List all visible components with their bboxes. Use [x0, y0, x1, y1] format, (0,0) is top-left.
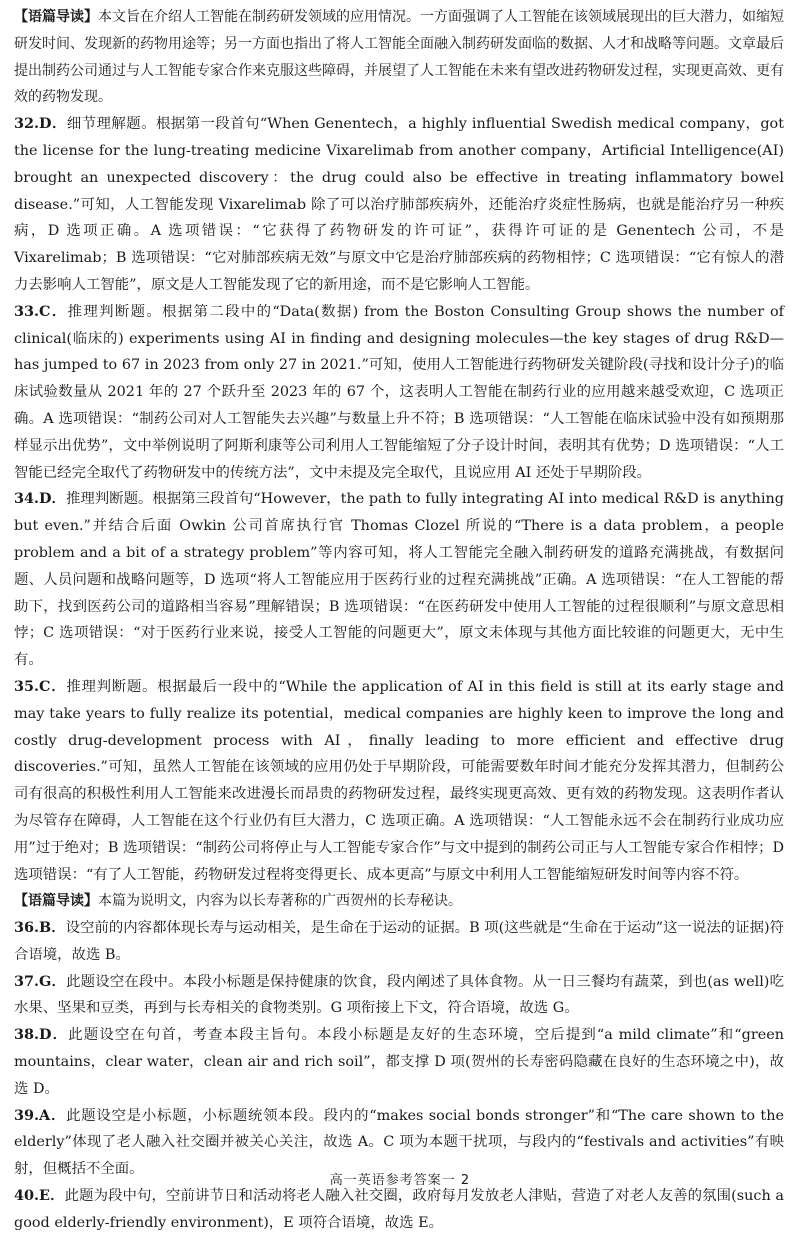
guide-tag: 【语篇导读】 — [14, 9, 98, 25]
answer-38 — [14, 1022, 784, 1102]
answer-explanation: 推理判断题。根据最后一段中的“While the application of AI in this field is still at its early stage and may take years to fully realize its potential，medical companies are highly keen to improve the long and costly drug-development process with AI，finally leading to more efficient and effective drug discoveries.”可知，虽然人工智能在该领域的应用仍处于早期阶段，可能需要数年时间才能充分发挥其潜力，但制药公司有很高的积极性利用人工智能来改进漫长而昂贵的药物研发过程，最终实现更高效、更有效的药物发现。这表明作者认为尽管存在障碍，人工智能在这个行业仍有巨大潜力，C 选项正确。A 选项错误：“人工智能永远不会在制药行业成功应用”过于绝对；B 选项错误：“制药公司将停止与人工智能专家合作”与文中提到的制药公司正与人工智能专家合作相悖；D 选项错误：“有了人工智能，药物研发过程将变得更长、成本更高”与原文中利用人工智能缩短研发时间等内容不符。 — [14, 678, 784, 883]
answer-number: 40.E． — [14, 1187, 65, 1205]
answer-number: 33.C． — [14, 302, 68, 320]
answer-number: 35.C． — [14, 677, 67, 695]
answer-explanation: 此题设空是小标题，小标题统领本段。段内的“makes social bonds stronger”和“The care shown to the elderly”体现了老人融入社交圈并被关心关注，故选 A。C 项为本题干扰项，与段内的“festivals and activities”有映射，但概括不全面。 — [14, 1107, 784, 1178]
answer-explanation: 此题设空在段中。本段小标题是保持健康的饮食，段内阐述了具体食物。从一日三餐均有蔬菜，到也(as well)吃水果、坚果和豆类，再到与长寿相关的食物类别。G 项衔接上下文，符合语境，故选 G。 — [14, 973, 785, 1017]
passage-guide-1 — [14, 4, 784, 111]
answer-36 — [14, 915, 784, 969]
passage-guide-2 — [14, 888, 784, 915]
answer-number: 32.D． — [14, 115, 67, 133]
answer-number: 37.G． — [14, 972, 67, 990]
page-footer: 高一英语参考答案一 2 — [329, 1173, 471, 1189]
answer-explanation: 设空前的内容都体现长寿与运动相关，是生命在于运动的证据。B 项(这些就是“生命在于运动”这一说法的证据)符合语境，故选 B。 — [14, 920, 784, 963]
guide-text: 本文旨在介绍人工智能在制药研发领域的应用情况。一方面强调了人工智能在该领域展现出的巨大潜力，如缩短研发时间、发现新的药物用途等；另一方面也指出了将人工智能全面融入制药研发面临的数据、人才和战略等问题。文章最后提出制药公司通过与人工智能专家合作来克服这些障碍，并展望了人工智能在未来有望改进药物研发过程，实现更高效、更有效的药物发现。 — [14, 9, 784, 106]
answer-number: 39.A． — [14, 1106, 67, 1124]
answer-number: 34.D． — [14, 490, 66, 508]
guide-text: 本篇为说明文，内容为以长寿著称的广西贺州的长寿秘诀。 — [98, 893, 462, 910]
answer-33 — [14, 299, 784, 487]
answer-explanation: 推理判断题。根据第三段首句“However，the path to fully integrating AI into medical R&D is anything but even.”并结合后面 Owkin 公司首席执行官 Thomas Clozel 所说的“There is a data problem，a people problem and a bit of a strategy problem”等内容可知，将人工智能完全融入制药研发的道路充满挑战，有数据问题、人员问题和战略问题等，D 选项“将人工智能应用于医药行业的过程充满挑战”正确。A 选项错误：“在人工智能的帮助下，找到医药公司的道路相当容易”理解错误；B 选项错误：“在医药研发中使用人工智能的过程很顺利”与原文意思相悖；C 选项错误：“对于医药行业来说，接受人工智能的问题更大”，原文未体现与其他方面比较谁的问题更大，无中生有。 — [14, 491, 785, 669]
answer-number: 38.D． — [14, 1026, 69, 1044]
answer-explanation: 此题为段中句，空前讲节日和活动将老人融入社交圈，政府每月发放老人津贴，营造了对老人友善的氛围(such a good elderly-friendly environment)，E 项符合语境，故选 E。 — [14, 1188, 784, 1231]
answer-35 — [14, 674, 784, 888]
answer-explanation: 推理判断题。根据第二段中的“Data(数据) from the Boston Consulting Group shows the number of clinical(临床的) experiments using AI in finding and designing molecules—the key stages of drug R&D—has jumped to 67 in 2023 from only 27 in 2021.”可知，使用人工智能进行药物研发关键阶段(寻找和设计分子)的临床试验数量从 2021 年的 27 个跃升至 2023 年的 67 个，这表明人工智能在制药行业的应用越来越受欢迎，C 选项正确。A 选项错误：“制药公司对人工智能失去兴趣”与数量上升不符；B 选项错误：“人工智能在临床试验中没有如预期那样显示出优势”，文中举例说明了阿斯利康等公司利用人工智能缩短了分子设计时间，表明其有优势；D 选项错误：“人工智能已经完全取代了药物研发中的传统方法”，文中未提及完全取代，且说应用 AI 还处于早期阶段。 — [14, 303, 785, 481]
guide-tag: 【语篇导读】 — [14, 893, 98, 910]
answer-32 — [14, 111, 784, 299]
answer-explanation: 此题设空在句首，考查本段主旨句。本段小标题是友好的生态环境，空后提到“a mild climate”和“green mountains，clear water，clean air and rich soil”，都支撑 D 项(贺州的长寿密码隐藏在良好的生态环境之中)，故选 D。 — [14, 1027, 785, 1097]
answer-37 — [14, 969, 784, 1023]
answer-explanation: 细节理解题。根据第一段首句“When Genentech，a highly influential Swedish medical company，got the license for the lung-treating medicine Vixarelimab from another company，Artificial Intelligence(AI) brought an unexpected discovery：the drug could also be effective in treating inflammatory bowel disease.”可知，人工智能发现 Vixarelimab 除了可以治疗肺部疾病外，还能治疗炎症性肠病，也就是能治疗另一种疾病，D 选项正确。A 选项错误：“它获得了药物研发的许可证”，获得许可证的是 Genentech 公司，不是 Vixarelimab；B 选项错误：“它对肺部疾病无效”与原文中它是治疗肺部疾病的药物相悖；C 选项错误：“它有惊人的潜力去影响人工智能”，原文是人工智能发现了它的新用途，而不是它影响人工智能。 — [14, 116, 784, 293]
answer-34 — [14, 486, 784, 674]
answer-number: 36.B． — [14, 919, 66, 937]
